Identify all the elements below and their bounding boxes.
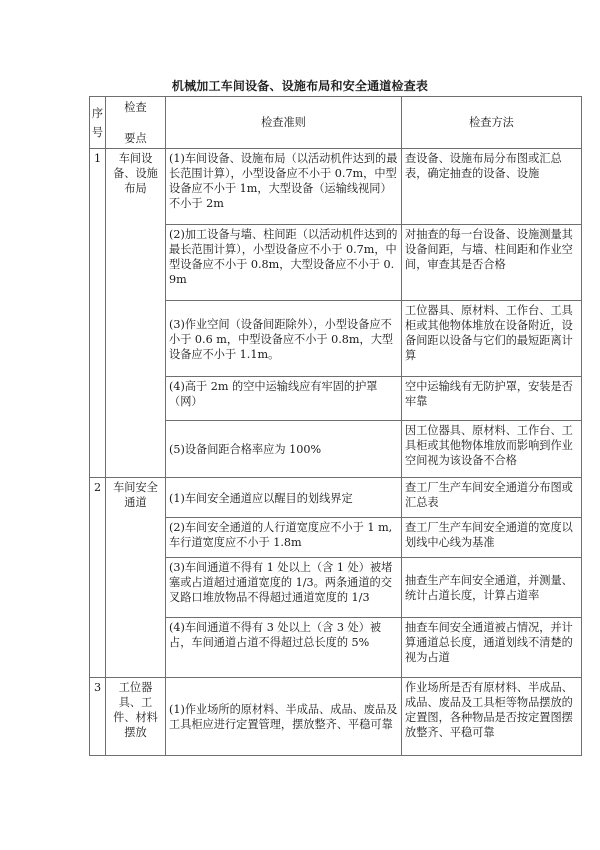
rule-cell bbox=[166, 558, 402, 618]
method-text: 作业场所是否有原材料、半成品、成品、废品及工具柜等物品摆放的定置图，各种物品是否按定置图摆放整齐、平稳可靠 bbox=[405, 681, 573, 739]
header-seq-line1: 序 bbox=[91, 106, 104, 120]
method-text: 因工位器具、原材料、工作台、工具柜或其他物体堆放而影响到作业空间视为该设备不合格 bbox=[405, 424, 573, 467]
rule-text: (3)作业空间（设备间距除外），小型设备应不小于 0.6 m，中型设备应不小于 0.8m，大型设备应不小于 1.1m。 bbox=[169, 317, 394, 361]
method-text: 对抽查的每一台设备、设施测量其设备间距，与墙、柱间距和作业空间，审查其是否合格 bbox=[405, 228, 573, 271]
method-text: 查工厂生产车间安全通道分布图或汇总表 bbox=[405, 481, 573, 509]
header-key-line2: 要点 bbox=[124, 131, 147, 145]
rule-text: (2)车间安全通道的人行道宽度应不小于 1 m,车行道宽度应不小于 1.8m bbox=[169, 521, 393, 549]
page-title: 机械加工车间设备、设施布局和安全通道检查表 bbox=[171, 79, 429, 93]
method-cell bbox=[402, 301, 582, 377]
rule-text: (1)车间安全通道应以醒目的划线界定 bbox=[169, 491, 353, 505]
method-text: 查工厂生产车间安全通道的宽度以划线中心线为基准 bbox=[405, 521, 573, 549]
method-cell bbox=[402, 678, 582, 756]
rule-cell bbox=[166, 149, 402, 225]
rule-cell bbox=[166, 301, 402, 377]
method-text: 抽查车间安全通道被占情况，并计算通道总长度，通道划线不清楚的视为占道 bbox=[405, 621, 573, 664]
method-cell bbox=[402, 518, 582, 558]
section-key-3: 工位器具、工件、材料摆放 bbox=[106, 678, 166, 756]
rule-text: (4)车间通道不得有 3 处以上（含 3 处）被占，车间通道占道不得超过总长度的 5% bbox=[169, 621, 382, 649]
method-text: 抽查生产车间安全通道，并测量、统计占道长度，计算占道率 bbox=[405, 574, 573, 602]
method-text: 工位器具、原材料、工作台、工具柜或其他物体堆放在设备附近，设备间距以设备与它们的最短距离计算 bbox=[405, 304, 573, 362]
rule-text: (1)车间设备、设施布局（以活动机件达到的最长范围计算），小型设备应不小于 0.7m，中型设备应不小于 1m，大型设备（运输线视同）不小于 2m bbox=[169, 152, 398, 210]
inspection-table bbox=[89, 96, 582, 756]
rule-cell bbox=[166, 421, 402, 478]
table-row bbox=[90, 478, 582, 518]
rule-cell bbox=[166, 678, 402, 756]
rule-text: (4)高于 2m 的空中运输线应有牢固的护罩（网） bbox=[169, 380, 378, 408]
rule-text: (5)设备间距合格率应为 100% bbox=[169, 443, 322, 456]
section-seq-2: 2 bbox=[90, 478, 106, 678]
method-cell bbox=[402, 618, 582, 678]
header-rule: 检查准则 bbox=[166, 97, 402, 149]
rule-text: (1)作业场所的原材料、半成品、成品、废品及工具柜应进行定置管理，摆放整齐、平稳可靠 bbox=[169, 703, 398, 731]
rule-cell bbox=[166, 377, 402, 421]
rule-text: (2)加工设备与墙、柱间距（以活动机件达到的最长范围计算），小型设备应不小于 0.7m，中型设备应不小于 0.8m，大型设备应不小于 0.9m bbox=[169, 228, 398, 286]
table-row bbox=[90, 678, 582, 756]
method-cell bbox=[402, 377, 582, 421]
header-row bbox=[90, 97, 582, 149]
section-key-2: 车间安全通道 bbox=[106, 478, 166, 678]
method-text: 查设备、设施布局分布图或汇总表，确定抽查的设备、设施 bbox=[405, 152, 562, 180]
method-cell bbox=[402, 149, 582, 225]
header-method: 检查方法 bbox=[402, 97, 582, 149]
rule-text: (3)车间通道不得有 1 处以上（含 1 处）被堵塞或占道超过通道宽度的 1/3。两条通道的交叉路口堆放物品不得超过通道宽度的 1/3 bbox=[169, 561, 393, 604]
section-seq-3: 3 bbox=[90, 678, 106, 756]
rule-cell bbox=[166, 618, 402, 678]
header-key bbox=[106, 97, 166, 149]
method-cell bbox=[402, 478, 582, 518]
method-text: 空中运输线有无防护罩，安装是否牢靠 bbox=[405, 380, 573, 408]
section-seq-1: 1 bbox=[90, 149, 106, 478]
section-key-1: 车间设备、设施布局 bbox=[106, 149, 166, 478]
table-row bbox=[90, 149, 582, 225]
header-seq bbox=[90, 97, 106, 149]
rule-cell bbox=[166, 225, 402, 301]
method-cell bbox=[402, 225, 582, 301]
header-seq-line2: 号 bbox=[91, 125, 104, 139]
method-cell bbox=[402, 421, 582, 478]
header-key-line1: 检查 bbox=[124, 100, 147, 114]
rule-cell bbox=[166, 518, 402, 558]
method-cell bbox=[402, 558, 582, 618]
rule-cell bbox=[166, 478, 402, 518]
